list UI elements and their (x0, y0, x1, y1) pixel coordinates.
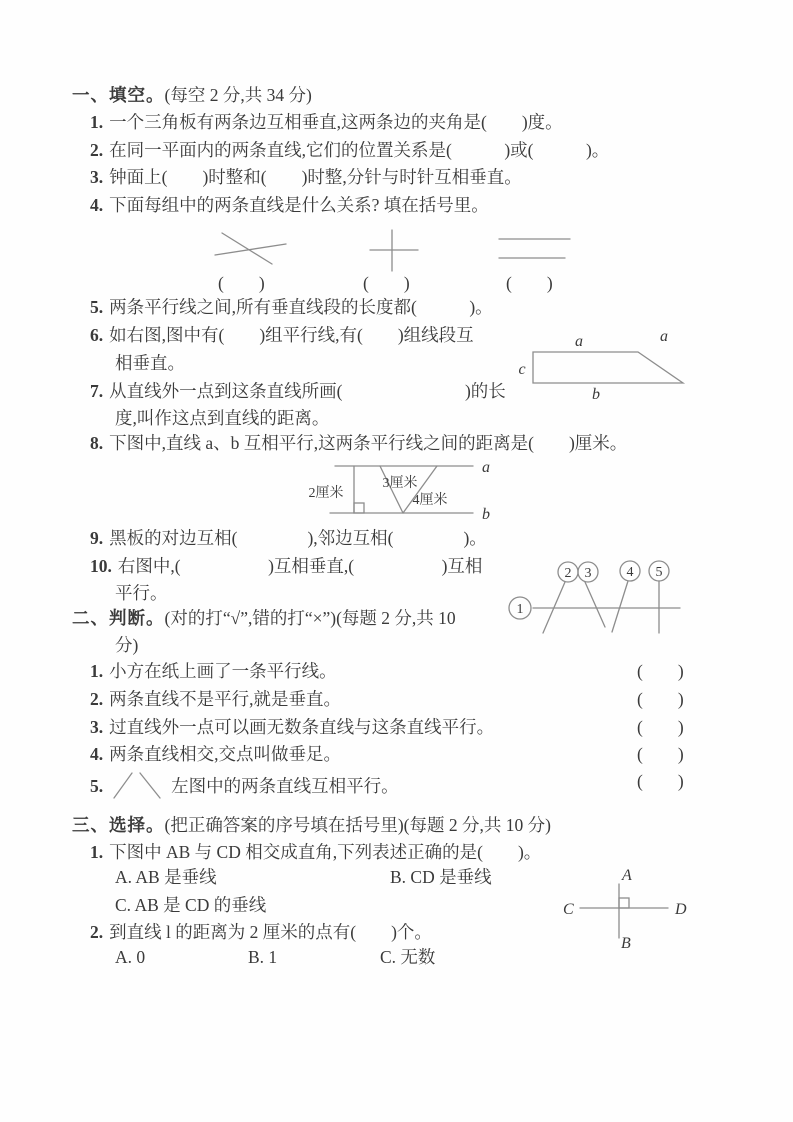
judge-q3 (90, 716, 684, 738)
line-pairs-figure (190, 224, 580, 276)
fill-q6-line2 (115, 352, 185, 374)
fill-q2 (90, 139, 609, 161)
q7-text-line1: 从直线外一点到这条直线所画( )的长 (109, 381, 506, 401)
trapezoid-shape (533, 352, 683, 383)
circle-1-label: 1 (516, 602, 524, 617)
choice-q1 (90, 841, 541, 863)
label-B: B (621, 935, 631, 952)
q10-text-line1: 右图中,( )互相垂直,( )互相 (117, 556, 483, 576)
j1-answer-bracket: ( ) (637, 661, 684, 681)
c1-text: 下图中 AB 与 CD 相交成直角,下列表述正确的是( )。 (109, 842, 542, 862)
q5-number: 5. (90, 297, 104, 317)
c1-option-a: A. AB 是垂线 (115, 867, 217, 887)
slanted-line-left (114, 773, 132, 798)
section1-title: 一、填空。 (72, 85, 165, 105)
q4-bracket-1: ( ) (218, 273, 265, 293)
q5-text: 两条平行线之间,所有垂直线段的长度都( )。 (109, 297, 493, 317)
c1-number: 1. (90, 842, 104, 862)
q3-number: 3. (90, 167, 104, 187)
q1-number: 1. (90, 112, 104, 132)
label-a: a (482, 459, 490, 476)
fill-q4 (90, 194, 489, 216)
fill-q10-line2 (115, 582, 168, 604)
choice-q2 (90, 921, 432, 943)
j1-text: 小方在纸上画了一条平行线。 (109, 661, 337, 681)
label-D: D (675, 901, 687, 918)
fill-q8 (90, 432, 627, 454)
parallel-distance-figure (300, 458, 505, 522)
trapezoid-label-a-right: a (660, 328, 668, 345)
c2-text: 到直线 l 的距离为 2 厘米的点有( )个。 (109, 922, 432, 942)
slanted-line-right (140, 773, 160, 798)
q8-number: 8. (90, 433, 104, 453)
circle-4-label: 4 (626, 565, 634, 580)
perpendicular-cross-figure (555, 865, 700, 950)
j3-text: 过直线外一点可以画无数条直线与这条直线平行。 (109, 717, 495, 737)
c2-number: 2. (90, 922, 104, 942)
q4-bracket-2: ( ) (363, 273, 410, 293)
line-4 (612, 581, 628, 632)
label-b: b (482, 506, 490, 523)
c2-option-a: A. 0 (115, 947, 146, 967)
numbered-lines-figure (500, 550, 715, 645)
section2-note-line1: (对的打“√”,错的打“×”)(每题 2 分,共 10 (164, 608, 456, 628)
section1-note: (每空 2 分,共 34 分) (164, 85, 312, 105)
q10-number: 10. (90, 556, 112, 576)
fill-q9 (90, 527, 487, 549)
fill-q7-line1 (90, 380, 506, 402)
q7-number: 7. (90, 381, 104, 401)
label-3cm: 3厘米 (382, 476, 418, 491)
judge-q5 (90, 770, 684, 800)
q4-text: 下面每组中的两条直线是什么关系? 填在括号里。 (109, 195, 489, 215)
c1-option-c: C. AB 是 CD 的垂线 (115, 895, 267, 915)
judge-q2 (90, 688, 684, 710)
fill-q10-line1 (90, 555, 482, 577)
right-angle-mark (619, 898, 629, 908)
section2-title: 二、判断。 (72, 608, 165, 628)
j2-answer-bracket: ( ) (637, 689, 684, 709)
crossing-line-shallow (215, 244, 286, 255)
q1-text: 一个三角板有两条边互相垂直,这两条边的夹角是( )度。 (109, 112, 563, 132)
judge-q4 (90, 743, 684, 765)
c2-option-b: B. 1 (248, 947, 278, 967)
label-4cm: 4厘米 (412, 493, 448, 508)
j3-answer-bracket: ( ) (637, 717, 684, 737)
j4-number: 4. (90, 744, 104, 764)
q6-text-line1: 如右图,图中有( )组平行线,有( )组线段互 (109, 325, 474, 345)
section3-note: (把正确答案的序号填在括号里)(每题 2 分,共 10 分) (164, 815, 551, 835)
j1-number: 1. (90, 661, 104, 681)
judge-q1 (90, 660, 684, 682)
trapezoid-label-b: b (592, 386, 600, 403)
fill-q3 (90, 166, 522, 188)
c2-option-c: C. 无数 (380, 947, 436, 967)
fill-q7-line2 (115, 407, 329, 429)
j4-answer-bracket: ( ) (637, 744, 684, 764)
section2-header (72, 607, 456, 629)
q2-number: 2. (90, 140, 104, 160)
q8-text: 下图中,直线 a、b 互相平行,这两条平行线之间的距离是( )厘米。 (109, 433, 628, 453)
j5-text: 左图中的两条直线互相平行。 (171, 776, 399, 796)
c1-option-b: B. CD 是垂线 (390, 867, 492, 887)
circle-2-label: 2 (564, 566, 572, 581)
q4-bracket-3: ( ) (506, 273, 553, 293)
label-2cm: 2厘米 (308, 486, 344, 501)
j2-number: 2. (90, 689, 104, 709)
j3-number: 3. (90, 717, 104, 737)
section2-note-line2: 分) (115, 635, 139, 655)
j5-answer-bracket: ( ) (637, 771, 684, 791)
q6-text-line2: 相垂直。 (115, 353, 185, 373)
two-slanted-lines-figure (111, 770, 163, 800)
label-C: C (563, 901, 574, 918)
fill-q5 (90, 296, 493, 318)
j2-text: 两条直线不是平行,就是垂直。 (109, 689, 341, 709)
fill-q1 (90, 111, 563, 133)
trapezoid-label-a-top: a (575, 333, 583, 350)
circle-5-label: 5 (655, 565, 663, 580)
crossing-line-steep (222, 233, 272, 264)
label-A: A (622, 867, 632, 884)
q4-number: 4. (90, 195, 104, 215)
q10-text-line2: 平行。 (115, 583, 168, 603)
q2-text: 在同一平面内的两条直线,它们的位置关系是( )或( )。 (109, 140, 610, 160)
section2-header-line2 (115, 634, 138, 656)
trapezoid-figure (512, 330, 697, 402)
j5-number: 5. (90, 776, 104, 796)
circle-3-label: 3 (584, 566, 592, 581)
q9-text: 黑板的对边互相( ),邻边互相( )。 (109, 528, 487, 548)
j4-text: 两条直线相交,交点叫做垂足。 (109, 744, 341, 764)
q7-text-line2: 度,叫作这点到直线的距离。 (115, 408, 330, 428)
q3-text: 钟面上( )时整和( )时整,分针与时针互相垂直。 (109, 167, 522, 187)
section3-header (72, 814, 551, 836)
section3-title: 三、选择。 (72, 815, 165, 835)
right-angle-mark (354, 503, 364, 513)
trapezoid-label-c: c (518, 361, 526, 378)
q9-number: 9. (90, 528, 104, 548)
line-3 (585, 582, 605, 627)
fill-q6-line1 (90, 324, 474, 346)
q6-number: 6. (90, 325, 104, 345)
section1-header (72, 84, 312, 106)
